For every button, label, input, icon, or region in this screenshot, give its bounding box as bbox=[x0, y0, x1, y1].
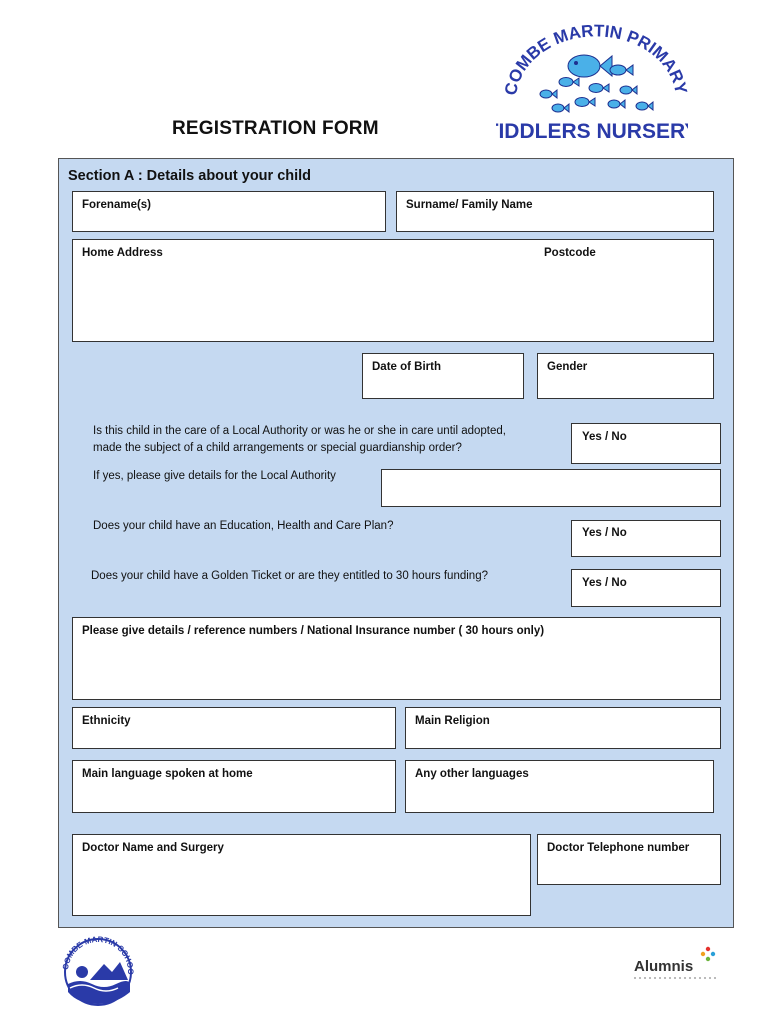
ethnicity-field[interactable] bbox=[72, 707, 396, 749]
gender-field[interactable] bbox=[537, 353, 714, 399]
school-logo bbox=[60, 932, 136, 1008]
golden-ticket-answer-field[interactable] bbox=[571, 569, 721, 607]
golden-ticket-answer-label: Yes / No bbox=[582, 577, 627, 589]
golden-ticket-question: Does your child have a Golden Ticket or are they entitled to 30 hours funding? bbox=[91, 570, 488, 582]
surname-field[interactable] bbox=[396, 191, 714, 232]
care-question-line-2: made the subject of a child arrangements or special guardianship order? bbox=[93, 442, 462, 454]
alumnis-logo-text: Alumnis bbox=[634, 958, 694, 975]
form-title: REGISTRATION FORM bbox=[172, 118, 379, 139]
other-languages-label: Any other languages bbox=[415, 768, 529, 780]
logo-bottom-text: TIDDLERS NURSERY bbox=[496, 120, 688, 143]
ehcp-question: Does your child have an Education, Health and Care Plan? bbox=[93, 520, 394, 532]
doctor-phone-field[interactable] bbox=[537, 834, 721, 885]
school-logo-text: COMBE MARTIN SCHOO bbox=[61, 934, 136, 975]
religion-field[interactable] bbox=[405, 707, 721, 749]
doctor-phone-label: Doctor Telephone number bbox=[547, 842, 690, 854]
nursery-logo bbox=[496, 20, 688, 148]
local-authority-field[interactable] bbox=[381, 469, 721, 507]
alumnis-dots-icon bbox=[700, 946, 716, 964]
care-question-line-1: Is this child in the care of a Local Authority or was he or she in care until adopted, bbox=[93, 425, 506, 437]
other-languages-field[interactable] bbox=[405, 760, 714, 813]
section-title: Section A : Details about your child bbox=[68, 168, 312, 184]
date-of-birth-field[interactable] bbox=[362, 353, 524, 399]
main-language-field[interactable] bbox=[72, 760, 396, 813]
logo-arc-text: COMBE MARTIN PRIMAR bbox=[501, 21, 688, 97]
dob-label: Date of Birth bbox=[372, 361, 441, 373]
care-answer-field[interactable] bbox=[571, 423, 721, 464]
doctor-label: Doctor Name and Surgery bbox=[82, 842, 224, 854]
alumnis-logo bbox=[634, 944, 718, 984]
forename-field[interactable] bbox=[72, 191, 386, 232]
surname-label: Surname/ Family Name bbox=[406, 199, 533, 211]
postcode-label: Postcode bbox=[544, 247, 596, 259]
fish-icon bbox=[540, 55, 653, 112]
care-answer-label: Yes / No bbox=[582, 431, 627, 443]
details-label: Please give details / reference numbers / National Insurance number ( 30 hours only) bbox=[82, 625, 545, 637]
gender-label: Gender bbox=[547, 361, 588, 373]
doctor-field[interactable] bbox=[72, 834, 531, 916]
ehcp-answer-field[interactable] bbox=[571, 520, 721, 557]
religion-label: Main Religion bbox=[415, 715, 490, 727]
details-field[interactable] bbox=[72, 617, 721, 700]
home-address-field[interactable] bbox=[72, 239, 714, 342]
main-language-label: Main language spoken at home bbox=[82, 768, 253, 780]
home-address-label: Home Address bbox=[82, 247, 163, 259]
forename-label: Forename(s) bbox=[82, 199, 152, 211]
local-authority-question: If yes, please give details for the Local Authority bbox=[93, 470, 336, 482]
ehcp-answer-label: Yes / No bbox=[582, 527, 627, 539]
ethnicity-label: Ethnicity bbox=[82, 715, 131, 727]
